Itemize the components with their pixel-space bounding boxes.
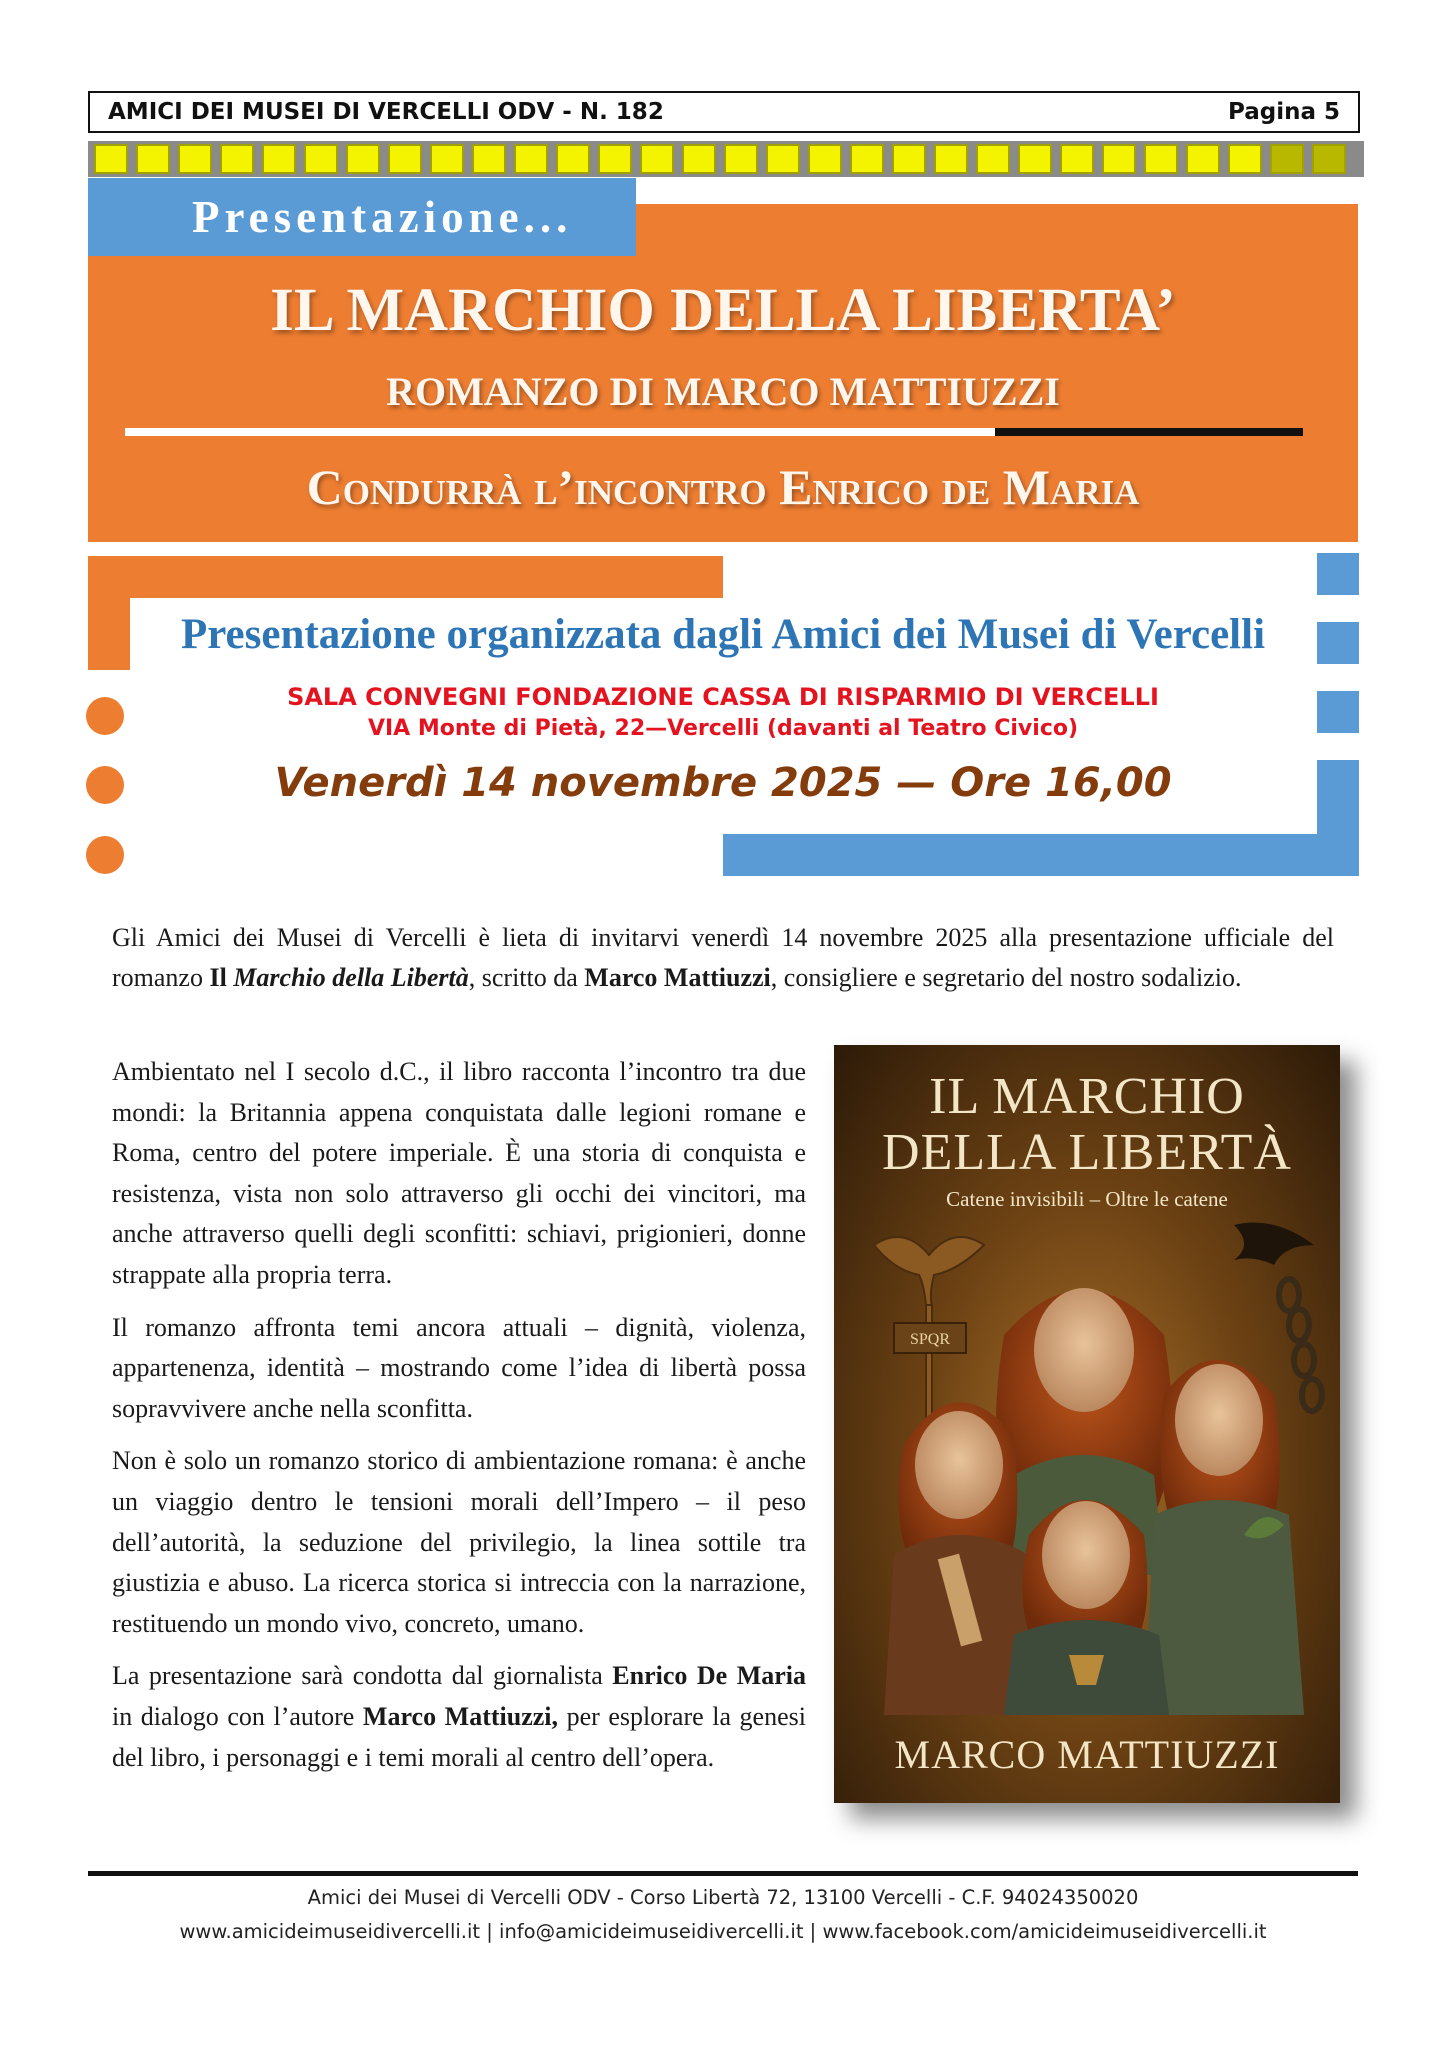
book-subtitle: ROMANZO DI MARCO MATTIUZZI: [386, 369, 1060, 414]
p4-text: per esplorare la genesi del libro, i personaggi e i temi morali al centro dell’opera.: [112, 1701, 806, 1772]
page-number: Pagina 5: [1227, 99, 1340, 125]
intro-author: Marco Mattiuzzi: [584, 963, 771, 992]
frame-top-orange: [88, 556, 723, 598]
venue-name: SALA CONVEGNI FONDAZIONE CASSA DI RISPARMIO DI VERCELLI: [287, 683, 1159, 711]
paragraph-presentation: [112, 1656, 806, 1778]
film-cell: [640, 144, 674, 174]
intro-text: , consigliere e segretario del nostro sodalizio.: [770, 963, 1242, 992]
film-cell: [850, 144, 884, 174]
book-title: IL MARCHIO DELLA LIBERTA’: [270, 277, 1176, 344]
cover-title-line2: DELLA LIBERTÀ: [882, 1124, 1292, 1181]
film-cell: [220, 144, 254, 174]
frame-left-orange: [88, 556, 130, 670]
film-cell: [136, 144, 170, 174]
orange-dot: [86, 697, 124, 735]
film-cell: [1018, 144, 1052, 174]
paragraph-setting: Ambientato nel I secolo d.C., il libro racconta l’incontro tra due mondi: la Britannia appena conquistata dalle legioni romane e Roma, centro del potere imperiale. È una storia di conquista e resistenza, vista non solo attraverso gli occhi dei vincitori, ma anche attraverso quelli degli sconfitti: schiavi, prigionieri, donne strappate alla propria terra.: [112, 1057, 806, 1289]
cover-illustration: [834, 1215, 1340, 1715]
blue-square: [1317, 691, 1359, 733]
intro-text: , scritto da: [468, 963, 585, 992]
cover-title-line1: IL MARCHIO: [929, 1068, 1245, 1125]
spqr-text: SPQR: [909, 1331, 951, 1348]
footer-address: Amici dei Musei di Vercelli ODV - Corso Libertà 72, 13100 Vercelli - C.F. 94024350020: [307, 1886, 1139, 1909]
film-cell: [598, 144, 632, 174]
film-cell: [724, 144, 758, 174]
p4-author: Marco Mattiuzzi,: [362, 1701, 558, 1731]
footer-rule: [88, 1871, 1358, 1876]
film-cell: [430, 144, 464, 174]
book-cover: [834, 1045, 1340, 1803]
film-cell: [682, 144, 716, 174]
film-cell: [1060, 144, 1094, 174]
kicker-tab: Presentazione...: [88, 178, 636, 256]
spqr-sign: [894, 1323, 966, 1353]
orange-dot: [86, 766, 124, 804]
event-datetime: Venerdì 14 novembre 2025 — Ore 16,00: [274, 760, 1172, 806]
film-cell: [346, 144, 380, 174]
film-cell: [1270, 144, 1304, 174]
p4-host: Enrico De Maria: [612, 1661, 806, 1691]
film-cell: [304, 144, 338, 174]
footer-links: www.amicideimuseidivercelli.it | info@amicideimuseidivercelli.it | www.facebook.com/amicideimuseidivercelli.it: [179, 1920, 1267, 1943]
frame-bottom-blue: [723, 834, 1359, 876]
article-body: [112, 1052, 806, 1790]
blue-square: [1317, 553, 1359, 595]
crow-icon: [1234, 1223, 1314, 1266]
divider-white: [125, 428, 995, 436]
film-cell: [388, 144, 422, 174]
page-header: [88, 91, 1360, 133]
p4-text: in dialogo con l’autore: [112, 1701, 363, 1731]
intro-bold: Il: [209, 963, 234, 992]
organizer-line: Presentazione organizzata dagli Amici dei Musei di Vercelli: [180, 611, 1266, 658]
film-cell: [1144, 144, 1178, 174]
orange-dot: [86, 836, 124, 874]
host-line: Condurrà l’incontro Enrico de Maria: [306, 459, 1140, 515]
film-cell: [1312, 144, 1346, 174]
venue-address: VIA Monte di Pietà, 22—Vercelli (davanti al Teatro Civico): [367, 716, 1079, 741]
publication-title: AMICI DEI MUSEI DI VERCELLI ODV - N. 182: [108, 99, 664, 125]
film-cell: [514, 144, 548, 174]
intro-book-title: Marchio della Libertà: [233, 963, 469, 992]
film-cell: [556, 144, 590, 174]
intro-text: Gli Amici dei Musei di Vercelli è lieta di invitarvi venerdì 14 novembre 2025 alla presentazione ufficiale del romanzo: [112, 923, 1334, 992]
cover-tagline: Catene invisibili – Oltre le catene: [946, 1187, 1228, 1211]
film-cell: [94, 144, 128, 174]
blue-square: [1317, 622, 1359, 664]
paragraph-themes: Il romanzo affronta temi ancora attuali – dignità, violenza, appartenenza, identità – mostrando come l’idea di libertà possa sopravvivere anche nella sconfitta.: [112, 1312, 806, 1423]
chain-icon: [1279, 1279, 1322, 1411]
film-cell: [1102, 144, 1136, 174]
divider-black: [995, 428, 1303, 436]
film-strip-decoration: [88, 141, 1364, 177]
film-cell: [892, 144, 926, 174]
p4-text: La presentazione sarà condotta dal giornalista: [112, 1661, 613, 1691]
film-cell: [976, 144, 1010, 174]
film-cell: [766, 144, 800, 174]
intro-paragraph: [112, 918, 1334, 998]
film-cell: [1186, 144, 1220, 174]
cover-author: MARCO MATTIUZZI: [894, 1732, 1280, 1777]
film-cell: [178, 144, 212, 174]
film-cell: [262, 144, 296, 174]
film-cell: [808, 144, 842, 174]
film-cell: [472, 144, 506, 174]
paragraph-journey: Non è solo un romanzo storico di ambientazione romana: è anche un viaggio dentro le tensioni morali dell’Impero – il peso dell’autorità, la seduzione del privilegio, la linea sottile tra giustizia e abuso. La ricerca storica si intreccia con la narrazione, restituendo un mondo vivo, concreto, umano.: [112, 1446, 806, 1638]
film-cell: [934, 144, 968, 174]
film-cell: [1228, 144, 1262, 174]
figure-right: [1144, 1360, 1304, 1715]
